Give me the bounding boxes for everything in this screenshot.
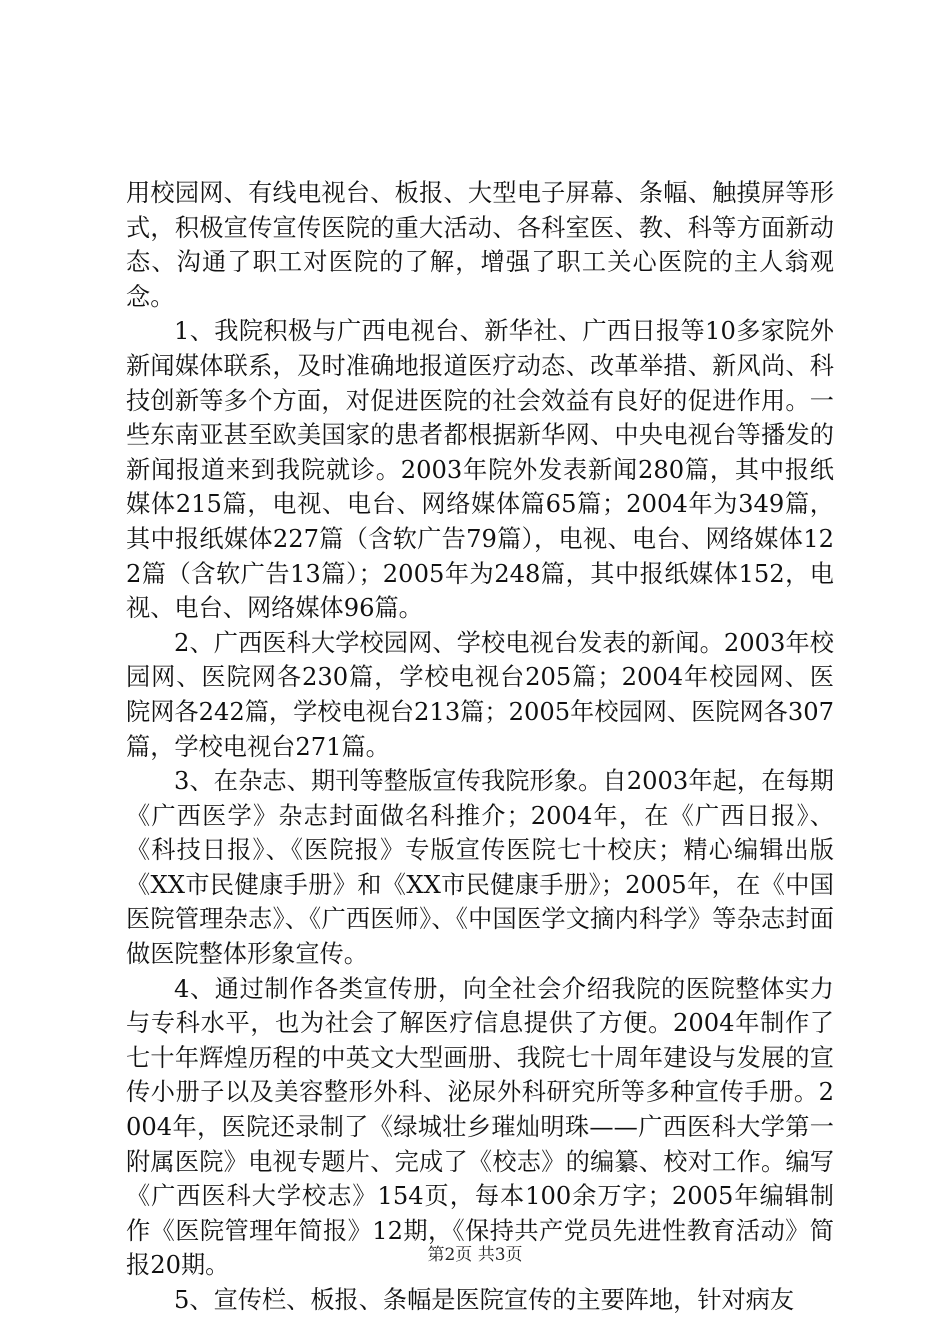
paragraph-item-5: 5、宣传栏、板报、条幅是医院宣传的主要阵地，针对病友	[174, 1286, 795, 1314]
page-number-footer: 第2页 共3页	[427, 1245, 523, 1265]
paragraph-continuation: 用校园网、有线电视台、板报、大型电子屏幕、条幅、触摸屏等形式，积极宣传宣传医院的重大活动、各科室医、教、科等方面新动态、沟通了职工对医院的了解，增强了职工关心医院的主人翁观念。	[126, 179, 834, 311]
paragraph-item-4: 4、通过制作各类宣传册，向全社会介绍我院的医院整体实力与专科水平，也为社会了解医疗信息提供了方便。2004年制作了七十年辉煌历程的中英文大型画册、我院七十周年建设与发展的宣传小册子以及美容整形外科、泌尿外科研究所等多种宣传手册。2004年，医院还录制了《绿城壮乡璀灿明珠——广西医科大学第一附属医院》电视专题片、完成了《校志》的编纂、校对工作。编写《广西医科大学校志》154页，每本100余万字；2005年编辑制作《医院管理年简报》12期，《保持共产党员先进性教育活动》简报20期。	[126, 974, 834, 1280]
paragraph-item-1: 1、我院积极与广西电视台、新华社、广西日报等10多家院外新闻媒体联系，及时准确地报道医疗动态、改革举措、新风尚、科技创新等多个方面，对促进医院的社会效益有良好的促进作用。一些东南亚甚至欧美国家的患者都根据新华网、中央电视台等播发的新闻报道来到我院就诊。2003年院外发表新闻280篇，其中报纸媒体215篇，电视、电台、网络媒体篇65篇；2004年为349篇，其中报纸媒体227篇（含软广告79篇），电视、电台、网络媒体122篇（含软广告13篇）；2005年为248篇，其中报纸媒体152，电视、电台、网络媒体96篇。	[126, 317, 834, 623]
paragraph-item-3: 3、在杂志、期刊等整版宣传我院形象。自2003年起，在每期《广西医学》杂志封面做名科推介；2004年，在《广西日报》、《科技日报》、《医院报》专版宣传医院七十校庆；精心编辑出版《XX市民健康手册》和《XX市民健康手册》；2005年，在《中国医院管理杂志》、《广西医师》、《中国医学文摘内科学》等杂志封面做医院整体形象宣传。	[126, 767, 834, 969]
document-body	[126, 176, 834, 1318]
paragraph-item-2: 2、广西医科大学校园网、学校电视台发表的新闻。2003年校园网、医院网各230篇，学校电视台205篇；2004年校园网、医院网各242篇，学校电视台213篇；2005年校园网、医院网各307篇，学校电视台271篇。	[126, 628, 834, 761]
